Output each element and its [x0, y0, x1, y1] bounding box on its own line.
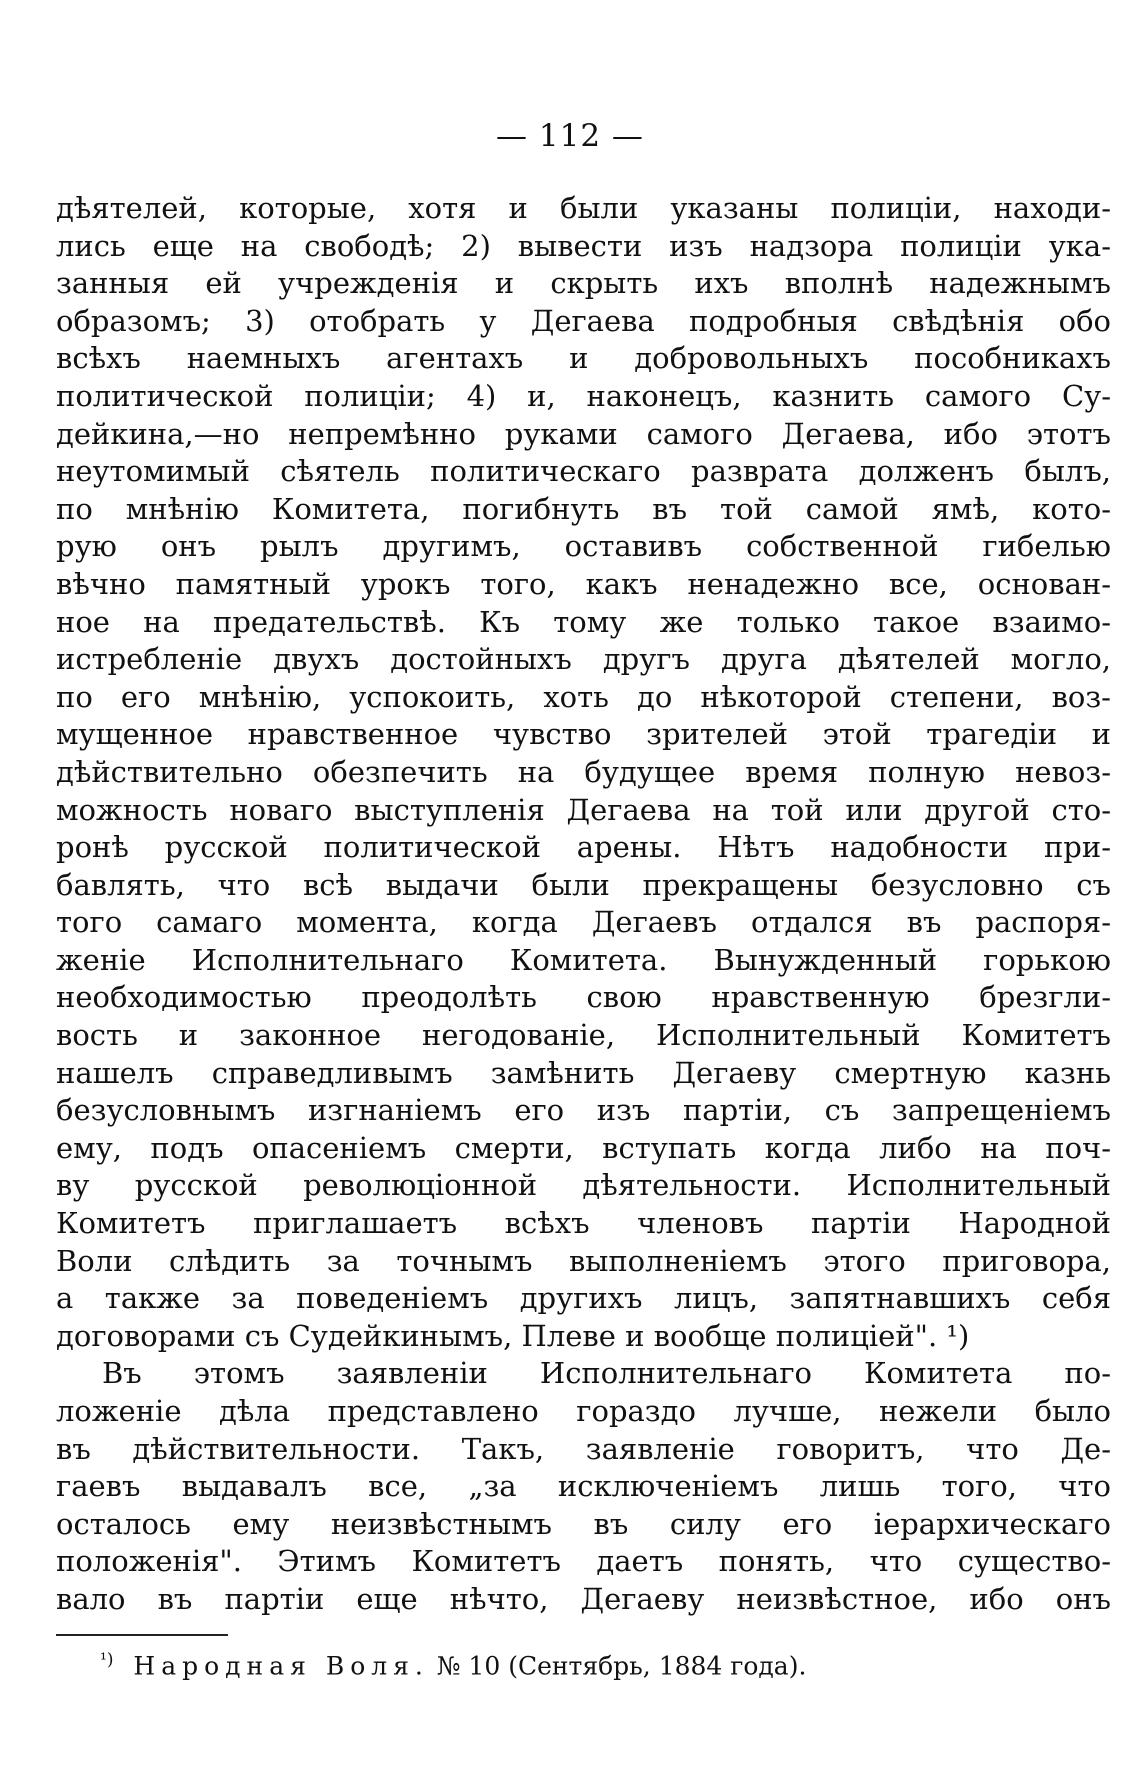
text-line-18: ронѣ русской политической арены. Нѣтъ надобности при- — [56, 830, 1111, 865]
text-line-6: политической полиціи; 4) и, наконецъ, казнить самого Су- — [56, 378, 1111, 413]
text-line-21: женіе Исполнительнаго Комитета. Вынужденный горькою — [56, 942, 1111, 977]
text-line-32: Въ этомъ заявленіи Исполнительнаго Комитета по- — [102, 1356, 1111, 1391]
text-line-14: по его мнѣнію, успокоить, хоть до нѣкоторой степени, воз- — [56, 679, 1111, 714]
body-text — [56, 190, 1111, 1619]
text-line-33: ложеніе дѣла представлено гораздо лучше, нежели было — [56, 1394, 1111, 1428]
text-line-13: истребленіе двухъ достойныхъ другъ друга дѣятелей могло, — [56, 642, 1111, 677]
text-line-35: гаевъ выдавалъ все, „за исключеніемъ лишь того, что — [56, 1469, 1111, 1504]
footnote-rule — [56, 1634, 228, 1636]
text-line-12: ное на предательствѣ. Къ тому же только такое взаимо- — [56, 604, 1111, 639]
text-line-1: дѣятелей, которые, хотя и были указаны полиціи, находи- — [56, 191, 1111, 225]
text-line-22: необходимостью преодолѣть свою нравственную брезгли- — [56, 980, 1111, 1015]
text-line-16: дѣйствительно обезпечить на будущее время полную невоз- — [56, 754, 1111, 789]
text-line-17: можность новаго выступленія Дегаева на той или другой сто- — [56, 792, 1111, 827]
footnote-detail: № 10 (Сентябрь, 1884 года). — [436, 1651, 807, 1681]
footnote — [100, 1645, 806, 1681]
text-line-9: по мнѣнію Комитета, погибнуть въ той самой ямѣ, кото- — [56, 491, 1111, 526]
footnote-source: Народная Воля. — [133, 1651, 429, 1681]
text-line-8: неутомимый сѣятель политическаго разврата долженъ былъ, — [56, 454, 1111, 489]
text-line-26: ему, подъ опасеніемъ смерти, вступать когда либо на поч- — [56, 1130, 1111, 1165]
footnote-marker: ¹) — [100, 1650, 114, 1670]
page-number: — 112 — — [496, 118, 644, 154]
text-line-24: нашелъ справедливымъ замѣнить Дегаеву смертную казнь — [56, 1055, 1111, 1090]
text-line-5: всѣхъ наемныхъ агентахъ и добровольныхъ пособникахъ — [56, 341, 1111, 376]
text-line-27: ву русской революціонной дѣятельности. Исполнительный — [56, 1168, 1111, 1203]
text-line-34: въ дѣйствительности. Такъ, заявленіе говоритъ, что Де- — [56, 1431, 1111, 1466]
text-line-23: вость и законное негодованіе, Исполнительный Комитетъ — [56, 1018, 1111, 1053]
text-line-4: образомъ; 3) отобрать у Дегаева подробныя свѣдѣнія обо — [56, 303, 1111, 338]
text-line-3: занныя ей учрежденія и скрыть ихъ вполнѣ надежнымъ — [56, 266, 1111, 301]
text-line-38: вало въ партіи еще нѣчто, Дегаеву неизвѣстное, ибо онъ — [56, 1581, 1111, 1616]
text-line-37: положенія". Этимъ Комитетъ даетъ понять, что существо- — [56, 1544, 1111, 1579]
text-line-29: Воли слѣдить за точнымъ выполненіемъ этого приговора, — [56, 1243, 1111, 1278]
text-line-19: бавлять, что всѣ выдачи были прекращены безусловно съ — [56, 867, 1111, 902]
text-line-31: договорами съ Судейкинымъ, Плеве и вообще полиціей". ¹) — [56, 1318, 970, 1353]
text-line-10: рую онъ рылъ другимъ, оставивъ собственной гибелью — [56, 529, 1111, 564]
text-line-25: безусловнымъ изгнаніемъ его изъ партіи, съ запрещеніемъ — [56, 1093, 1111, 1128]
text-line-2: лись еще на свободѣ; 2) вывести изъ надзора полиціи ука- — [56, 228, 1111, 263]
text-line-30: а также за поведеніемъ другихъ лицъ, запятнавшихъ себя — [56, 1281, 1111, 1316]
text-line-36: осталось ему неизвѣстнымъ въ силу его іерархическаго — [56, 1506, 1111, 1541]
text-line-28: Комитетъ приглашаетъ всѣхъ членовъ партіи Народной — [56, 1206, 1111, 1241]
text-line-11: вѣчно памятный урокъ того, какъ ненадежно все, основан- — [56, 566, 1111, 601]
text-line-20: того самаго момента, когда Дегаевъ отдался въ распоря- — [56, 905, 1111, 940]
text-line-15: мущенное нравственное чувство зрителей этой трагедіи и — [56, 717, 1111, 752]
text-line-7: дейкина,—но непремѣнно руками самого Дегаева, ибо этотъ — [56, 416, 1111, 451]
